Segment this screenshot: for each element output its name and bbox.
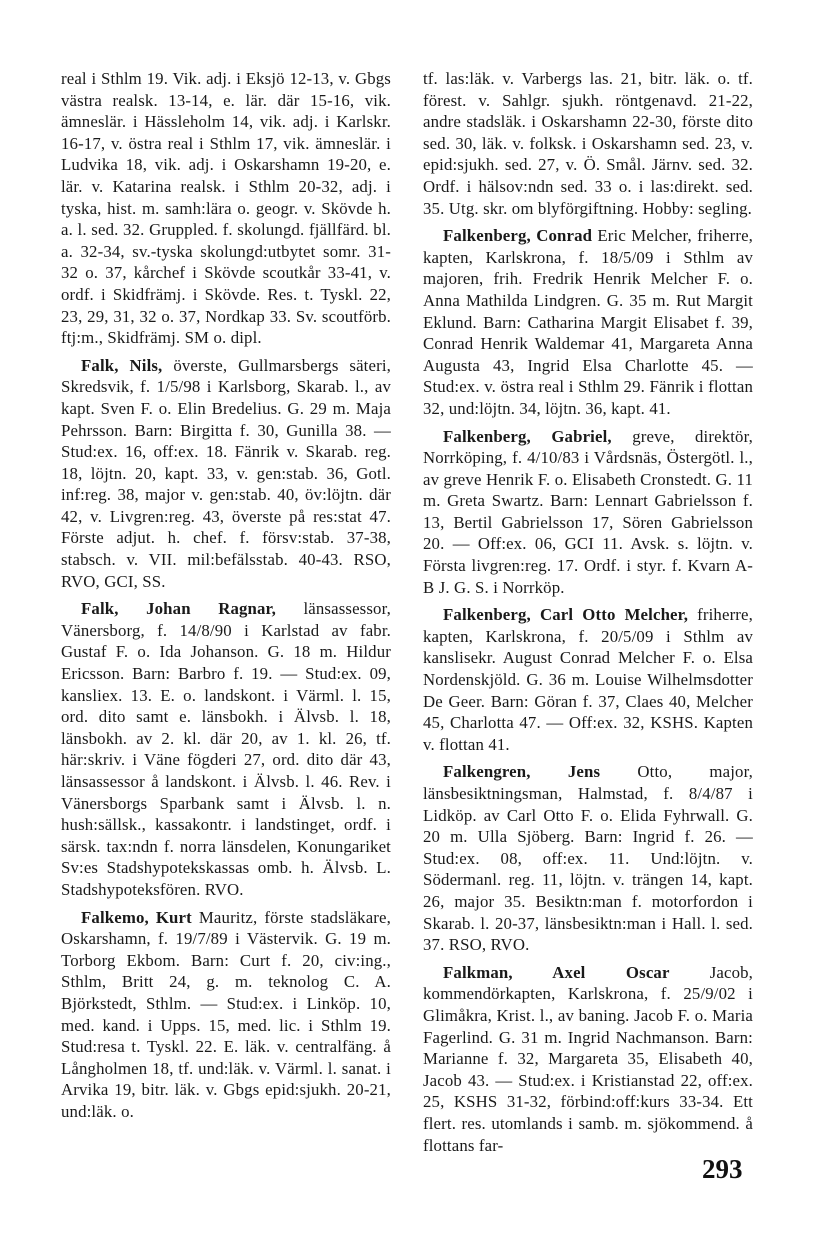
entry-given-name: Axel Oscar — [552, 962, 710, 982]
entry-given-name: Nils, — [129, 355, 174, 375]
entry-text: Mauritz, förste stadsläkare, Oskarshamn, f. 19/7/89 i Västervik. G. 19 m. Torborg Ekbom. Barn: Curt f. 20, civ:ing., Sthlm, Britt 24, g. m. teknolog C. A. Björkstedt, Sthlm. — Stud:ex. i Linköp. 10, med. kand. i Upps. 15, med. lic. i Sthlm 19. Stud:resa t. Tyskl. 22. E. läk. v. centralfäng. å Långholmen 18, tf. und:läk. v. Värml. l. sanat. i Arvika 19, bitr. läk. v. Gbgs epid:sjukh. 20-21, und:läk. o. — [61, 907, 391, 1121]
entry-falk-nils — [61, 355, 391, 593]
entry-falkenberg-conrad — [423, 225, 753, 419]
entry-surname: Falkenberg, — [443, 426, 552, 446]
page-number: 293 — [702, 1154, 743, 1184]
entry-text: greve, direktör, Norrköping, f. 4/10/83 i Vårdsnäs, Östergötl. l., av greve Henrik F. o. Elisabeth Cronstedt. G. 11 m. Greta Swartz. Barn: Lennart Gabrielsson f. 13, Bertil Gabrielsson 17, Sören Gabrielsson 20. — Off:ex. 06, GCI 11. Avsk. s. löjtn. v. Första livgren:reg. 17. Ordf. i styr. f. Kvarn A-B J. G. S. i Norrköp. — [423, 426, 753, 597]
right-column — [423, 68, 753, 1162]
entry-given-name: Jens — [567, 762, 638, 782]
entry-falkenberg-gabriel — [423, 426, 753, 599]
entry-surname: Falkenberg, — [443, 605, 540, 625]
entry-given-name: Johan Ragnar, — [146, 599, 304, 619]
entry-given-name: Kurt — [155, 907, 199, 927]
left-column — [61, 68, 391, 1129]
entry-falk-ragnar — [61, 598, 391, 900]
entry-surname: Falkemo, — [81, 907, 156, 927]
entry-surname: Falkman, — [443, 962, 553, 982]
entry-given-name: Gabriel, — [551, 426, 633, 446]
entry-falkengren-jens — [423, 761, 753, 955]
entry-text: Jacob, kommendörkapten, Karlskrona, f. 25/9/02 i Glimåkra, Krist. l., av baning. Jacob F. o. Maria Fagerlind. G. 31 m. Ingrid Nachmanson. Barn: Marianne f. 32, Margareta 35, Elisabeth 40, Jacob 43. — Stud:ex. i Kristianstad 22, off:ex. 25, KSHS 31-32, förbind:off:kurs 33-34. Ett flert. res. utomlands i samb. m. sjökommend. å flottans far- — [423, 962, 754, 1155]
entry-text: real i Sthlm 19. Vik. adj. i Eksjö 12-13, v. Gbgs västra realsk. 13-14, e. lär. där 15-16, vik. ämneslär. i Hässleholm 14, vik. adj. i Karlskr. 16-17, v. östra real i Sthlm 17, vik. ämneslär. i Ludvika 18, vik. adj. i Oskarshamn 19-20, e. lär. v. Katarina realsk. i Sthlm 20-32, adj. i tyska, hist. m. samh:lära o. geogr. v. Skövde h. a. l. sed. 32. Gruppled. f. skolungd. fjällfärd. bl. a. 32-34, sv.-tyska skolungd:utbytet somr. 31-32 o. 37, kårchef i Skövde scoutkår 33-41, v. ordf. i Skidfrämj. i Skövde. Res. t. Tyskl. 22, 23, 29, 31, 32 o. 37, Nordkap 33. Sv. scoutförb. ftj:m., Skidfrämj. SM o. dipl. — [61, 69, 391, 348]
entry-given-name: Carl Otto Melcher, — [539, 605, 698, 625]
entry-given-name: Conrad — [536, 226, 598, 246]
entry-text: tf. las:läk. v. Varbergs las. 21, bitr. läk. o. tf. förest. v. Sahlgr. sjukh. röntgenavd. 21-22, andre stadsläk. i Oskarshamn 22-30, förste dito sed. 30, läk. v. folksk. i Oskarshamn sed. 23, v. epid:sjukh. sed. 27, v. Ö. Smål. Järnv. sed. 32. Ordf. i hälsov:ndn sed. 33 o. i las:direkt. sed. 35. Utg. skr. om blyförgiftning. Hobby: segling. — [423, 69, 753, 218]
entry-text: friherre, kapten, Karlskrona, f. 20/5/09 i Sthlm av kanslisekr. August Conrad Melcher F. o. Elsa Nordenskjöld. G. 36 m. Louise Wilhelmsdotter De Geer. Barn: Göran f. 37, Claes 40, Melcher 45, Charlotta 47. — Off:ex. 32, KSHS. Kapten v. flottan 41. — [423, 605, 753, 754]
entry-surname: Falk, — [81, 599, 147, 619]
entry-falkemo-kurt — [61, 907, 391, 1123]
entry-continued — [423, 68, 753, 219]
entry-falkman-oscar — [423, 962, 753, 1156]
entry-text: länsassessor, Vänersborg, f. 14/8/90 i Karlstad av fabr. Gustaf F. o. Ida Johanson. G. 18 m. Hildur Ericsson. Barn: Barbro f. 19. — Stud:ex. 09, kansliex. 13. E. o. landskont. i Värml. l. 15, ord. dito samt e. länsbokh. i Älvsb. l. 18, länsbokh. av 2. kl. där 20, av 1. kl. 26, tf. här:skriv. i Väne fögderi 27, ord. dito där 43, länsassessor å landskont. i Älvsb. l. 46. Rev. i Vänersborgs Sparbank samt i Älvsb. l. n. hush:sällsk., kassakontr. i landstinget, ordf. i särsk. tax:ndn f. norra länsdelen, Konungariket Sv:es Stadshypotekskassas omb. h. Älvsb. L. Stadshypoteksfören. RVO. — [61, 599, 391, 899]
entry-text: Otto, major, länsbesiktningsman, Halmstad, f. 8/4/87 i Lidköp. av Carl Otto F. o. Elida Fyhrwall. G. 20 m. Ulla Sjöberg. Barn: Ingrid f. 26. — Stud:ex. 08, off:ex. 11. Und:löjtn. v. Södermanl. reg. 11, löjtn. v. trängen 14, kapt. 26, major 35. Besiktn:man f. motorfordon i Skarab. l. 20-37, länsbesiktn:man i Hall. l. sed. 37. RSO, RVO. — [423, 762, 753, 955]
entry-surname: Falk, — [81, 355, 130, 375]
entry-falkenberg-melcher — [423, 604, 753, 755]
entry-continued — [61, 68, 391, 349]
entry-surname: Falkengren, — [443, 762, 568, 782]
entry-text: överste, Gullmarsbergs säteri, Skredsvik, f. 1/5/98 i Karlsborg, Skarab. l., av kapt. Sven F. o. Elin Bredelius. G. 29 m. Maja Pehrsson. Barn: Birgitta f. 30, Gunilla 38. — Stud:ex. 16, off:ex. 18. Fänrik v. Skarab. reg. 18, löjtn. 20, kapt. 33, v. gen:stab. 36, Gotl. inf:reg. 38, major v. gen:stab. 40, öv:löjtn. där 42, v. Livgren:reg. 43, överste på res:stat 47. Förste adjut. h. chef. f. försv:stab. 37-38, stabsch. v. VII. mil:befälsstab. 40-43. RSO, RVO, GCI, SS. — [61, 355, 391, 591]
entry-text: Eric Melcher, friherre, kapten, Karlskrona, f. 18/5/09 i Sthlm av majoren, frih. Fredrik Henrik Melcher F. o. Anna Mathilda Lindgren. G. 35 m. Rut Margit Eklund. Barn: Catharina Margit Elisabet f. 39, Conrad Henrik Waldemar 41, Margareta Anna Augusta 43, Ingrid Elsa Charlotte 45. — Stud:ex. v. östra real i Sthlm 29. Fänrik i flottan 32, und:löjtn. 34, löjtn. 36, kapt. 41. — [423, 226, 754, 418]
entry-surname: Falkenberg, — [443, 226, 537, 246]
